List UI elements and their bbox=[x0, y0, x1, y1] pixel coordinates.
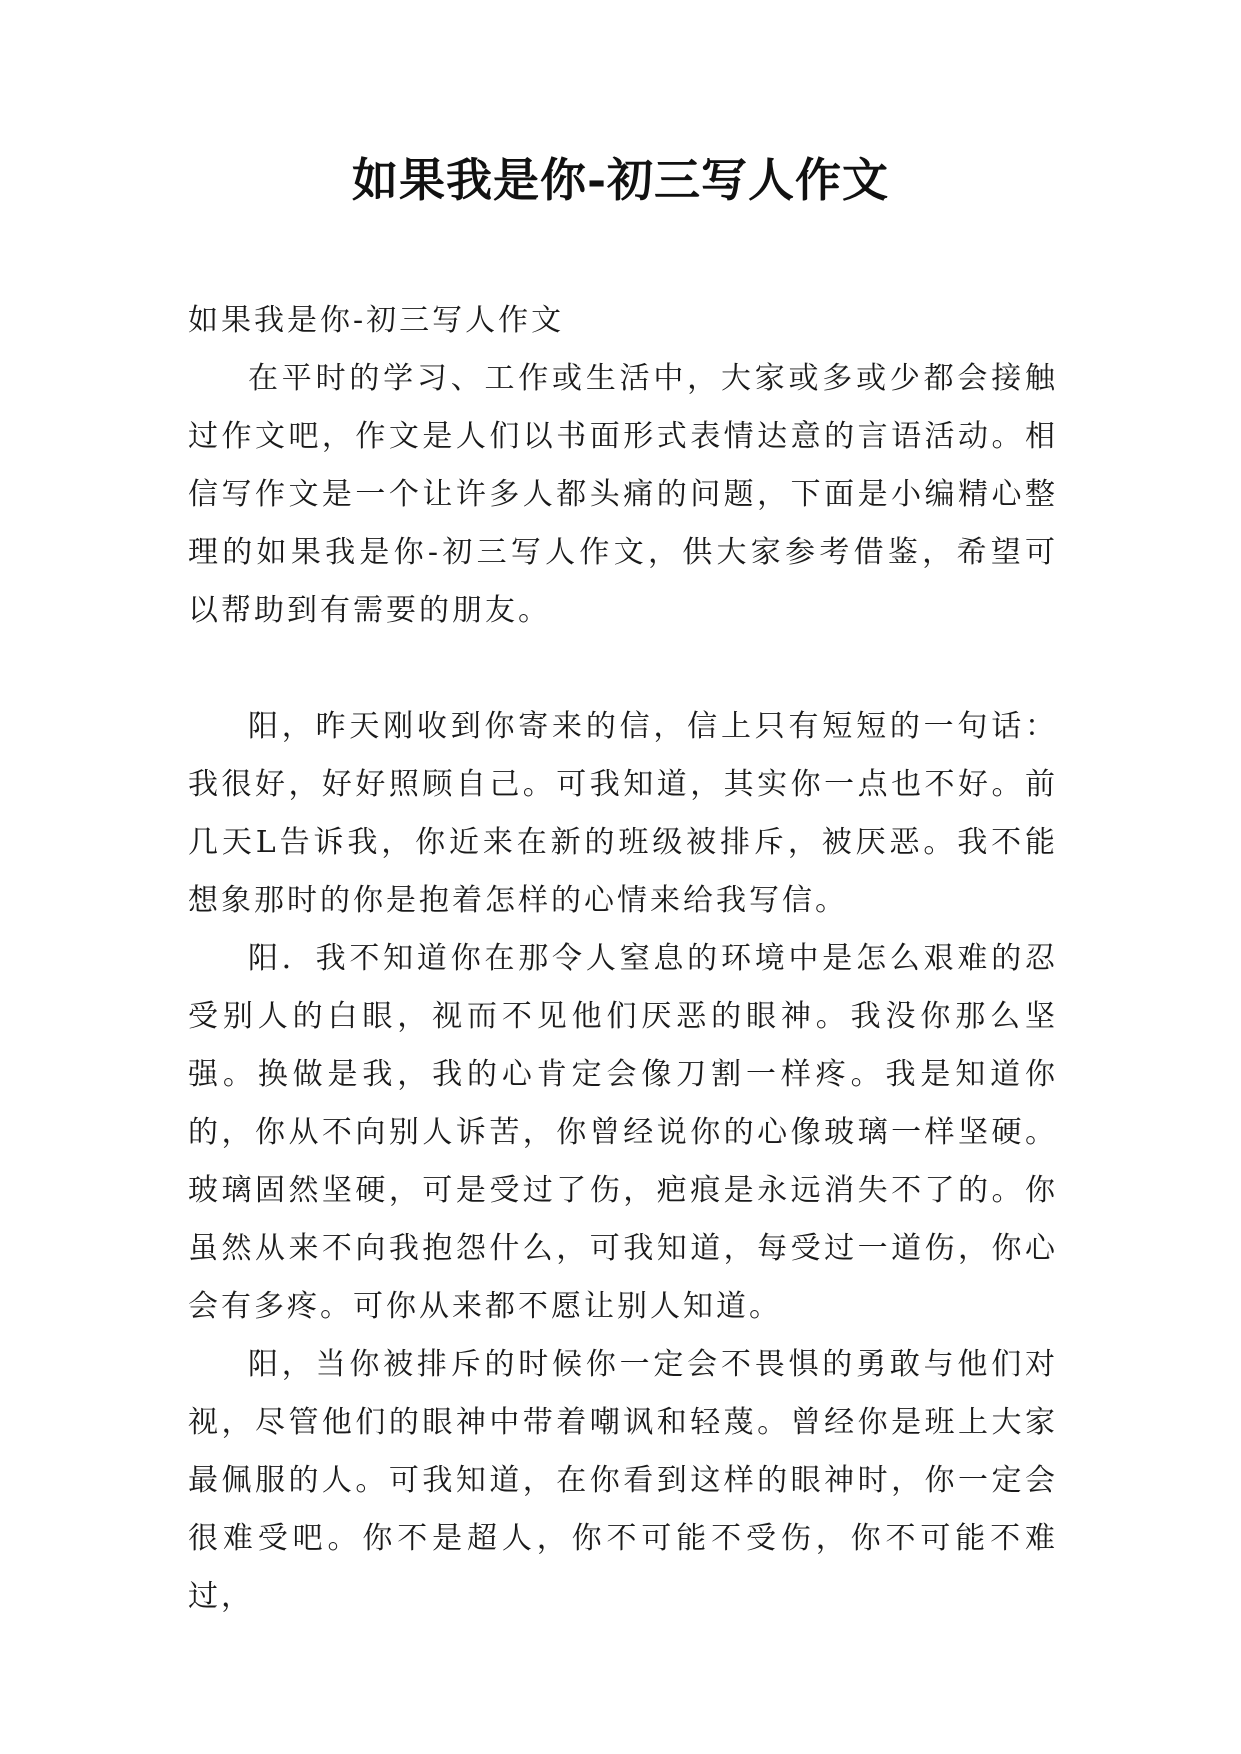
paragraph: 阳．我不知道你在那令人窒息的环境中是怎么艰难的忍受别人的白眼，视而不见他们厌恶的眼神。我没你那么坚强。换做是我，我的心肯定会像刀割一样疼。我是知道你的，你从不向别人诉苦，你曾经说你的心像玻璃一样坚硬。玻璃固然坚硬，可是受过了伤，疤痕是永远消失不了的。你虽然从来不向我抱怨什么，可我知道，每受过一道伤，你心会有多疼。可你从来都不愿让别人知道。 bbox=[188, 941, 1058, 1324]
paragraph: 阳，当你被排斥的时候你一定会不畏惧的勇敢与他们对视，尽管他们的眼神中带着嘲讽和轻蔑。曾经你是班上大家最佩服的人。可我知道，在你看到这样的眼神时，你一定会很难受吧。你不是超人，你不可能不受伤，你不可能不难过， bbox=[188, 1347, 1058, 1614]
document-body bbox=[188, 292, 1058, 1626]
paragraph: 阳，昨天刚收到你寄来的信，信上只有短短的一句话：我很好，好好照顾自己。可我知道，其实你一点也不好。前几天L告诉我，你近来在新的班级被排斥，被厌恶。我不能想象那时的你是抱着怎样的心情来给我写信。 bbox=[188, 709, 1058, 918]
paragraph-intro: 在平时的学习、工作或生活中，大家或多或少都会接触过作文吧，作文是人们以书面形式表情达意的言语活动。相信写作文是一个让许多人都头痛的问题，下面是小编精心整理的如果我是你-初三写人作文，供大家参考借鉴，希望可以帮助到有需要的朋友。 bbox=[188, 361, 1058, 628]
document-title: 如果我是你-初三写人作文 bbox=[351, 153, 890, 207]
paragraph-gap bbox=[188, 640, 1058, 698]
document-subtitle: 如果我是你-初三写人作文 bbox=[188, 303, 565, 338]
